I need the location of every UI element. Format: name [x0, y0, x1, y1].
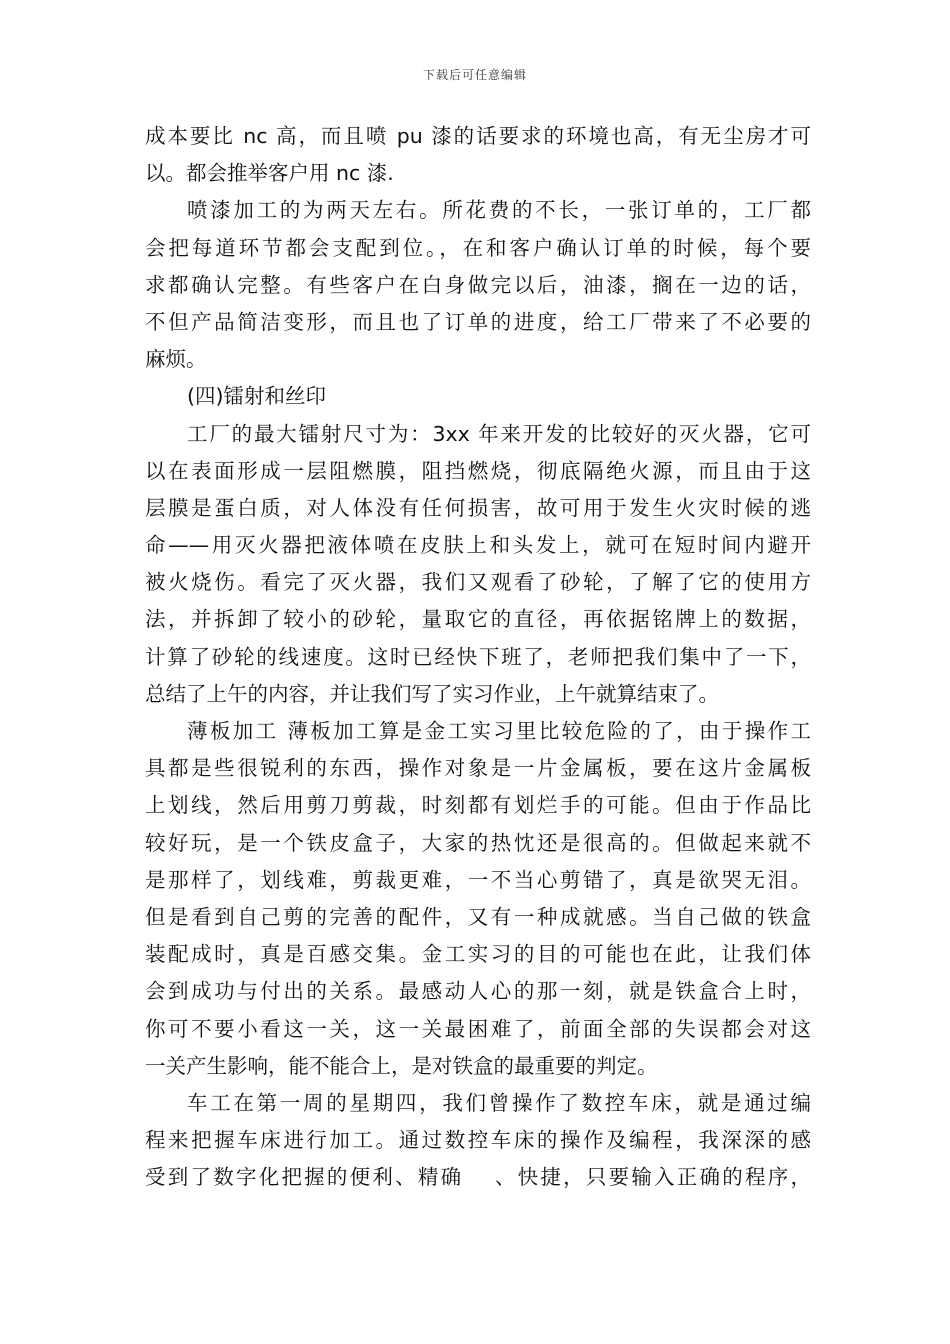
text-line: 你可不要小看这一关，这一关最困难了，前面全部的失误都会对这	[145, 1016, 811, 1041]
text-line: 车工在第一周的星期四，我们曾操作了数控车床，就是通过编	[187, 1090, 811, 1115]
document-body	[145, 118, 811, 1196]
text-line: 成本要比 nc 高，而且喷 pu 漆的话要求的环境也高，有无尘房才可	[145, 124, 811, 148]
text-line: 被火烧伤。看完了灭火器，我们又观看了砂轮，了解了它的使用方	[145, 570, 811, 595]
text-line: 程来把握车床进行加工。通过数控车床的操作及编程，我深深的感	[145, 1128, 811, 1153]
text-line: 不但产品简洁变形，而且也了订单的进度，给工厂带来了不必要的	[145, 309, 811, 334]
text-line: 求都确认完整。有些客户在白身做完以后，油漆，搁在一边的话，	[145, 272, 811, 297]
text-line: 以在表面形成一层阻燃膜，阻挡燃烧，彻底隔绝火源，而且由于这	[145, 458, 811, 483]
section-heading: (四)镭射和丝印	[187, 384, 326, 409]
text-line: 会把每道环节都会支配到位。，在和客户确认订单的时候，每个要	[145, 235, 811, 260]
text-line: 具都是些很锐利的东西，操作对象是一片金属板，要在这片金属板	[145, 756, 811, 781]
text-line: 上划线，然后用剪刀剪裁，时刻都有划烂手的可能。但由于作品比	[145, 793, 811, 818]
text-line: 计算了砂轮的线速度。这时已经快下班了，老师把我们集中了一下，	[145, 644, 811, 669]
text-line: 受到了数字化把握的便利、精确 、快捷，只要输入正确的程序，	[145, 1165, 811, 1190]
page-header: 下载后可任意编辑	[422, 68, 527, 82]
text-line: 但是看到自己剪的完善的配件，又有一种成就感。当自己做的铁盒	[145, 904, 811, 929]
text-line: 一关产生影响，能不能合上，是对铁盒的最重要的判定。	[145, 1053, 658, 1078]
text-line: 麻烦。	[145, 347, 207, 372]
text-line: 总结了上午的内容，并让我们写了实习作业，上午就算结束了。	[145, 681, 719, 706]
text-line: 法，并拆卸了较小的砂轮，量取它的直径，再依据铭牌上的数据，	[145, 607, 811, 632]
text-line: 喷漆加工的为两天左右。所花费的不长，一张订单的，工厂都	[187, 198, 811, 223]
text-line: 层膜是蛋白质，对人体没有任何损害，故可用于发生火灾时候的逃	[145, 495, 811, 520]
text-line: 命——用灭火器把液体喷在皮肤上和头发上，就可在短时间内避开	[145, 533, 811, 558]
text-line: 薄板加工 薄板加工算是金工实习里比较危险的了，由于操作工	[187, 719, 811, 743]
text-line: 会到成功与付出的关系。最感动人心的那一刻，就是铁盒合上时，	[145, 979, 811, 1004]
text-line: 装配成时，真是百感交集。金工实习的目的可能也在此，让我们体	[145, 942, 811, 967]
text-line: 是那样了，划线难，剪裁更难，一不当心剪错了，真是欲哭无泪。	[145, 867, 811, 892]
text-line: 以。都会推举客户用 nc 漆.	[145, 161, 394, 186]
text-line: 工厂的最大镭射尺寸为：3xx 年来开发的比较好的灭火器，它可	[187, 421, 811, 446]
text-line: 较好玩，是一个铁皮盒子，大家的热忱还是很高的。但做起来就不	[145, 830, 811, 855]
